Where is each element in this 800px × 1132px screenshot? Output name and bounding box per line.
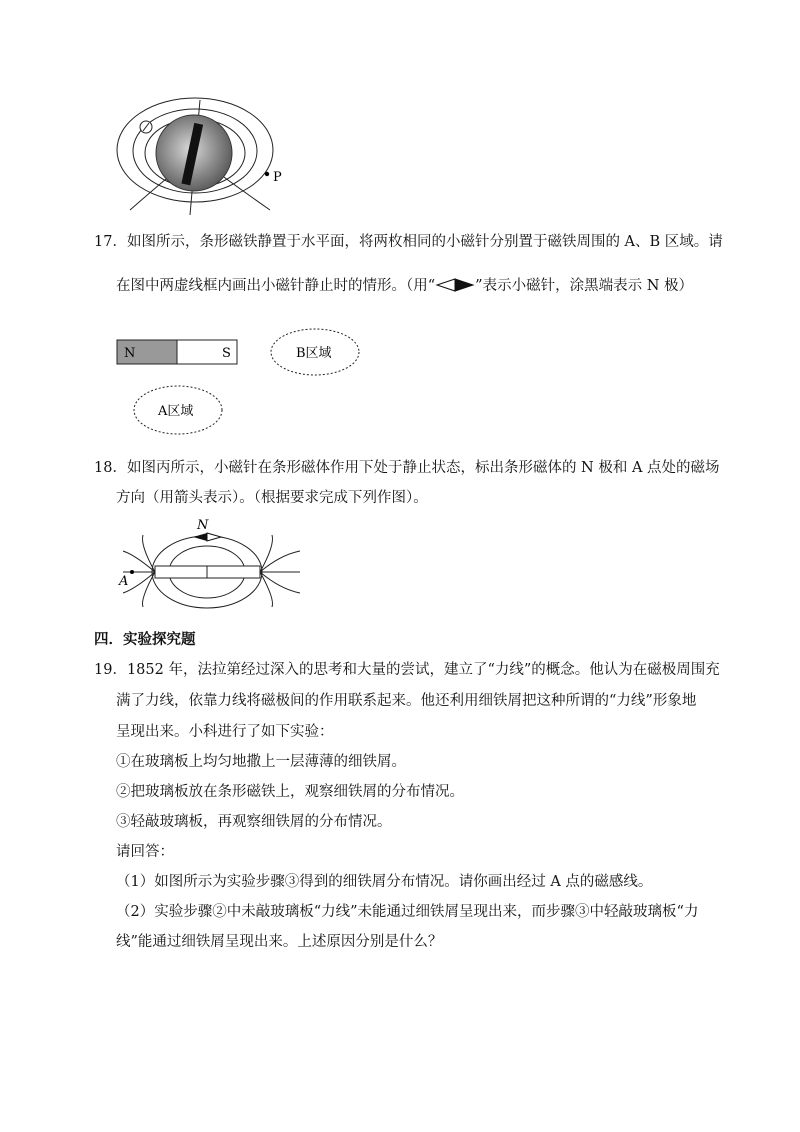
q17-text-line2b: ”表示小磁针，涂黑端表示 N 极） (475, 278, 693, 294)
q17-text-line2 (116, 276, 693, 296)
section-title: 四．实验探究题 (94, 631, 196, 648)
magnet-n-label: N (124, 346, 136, 361)
region-a-label: A区域 (158, 404, 194, 419)
q19-step1: ①在玻璃板上均匀地撒上一层薄薄的细铁屑。 (116, 754, 406, 770)
point-p-label: P (273, 170, 282, 185)
q18-text-line2: 方向（用箭头表示）。（根据要求完成下列作图）。 (116, 490, 428, 506)
q19-step3: ③轻敲玻璃板，再观察细铁屑的分布情况。 (116, 814, 392, 830)
q19-step2: ②把玻璃板放在条形磁铁上，观察细铁屑的分布情况。 (116, 784, 464, 800)
needle-n-label: N (197, 518, 209, 533)
q18-text-line1: 18．如图丙所示，小磁针在条形磁体作用下处于静止状态，标出条形磁体的 N 极和 A 点处的磁场 (94, 460, 720, 476)
compass-needle-icon (435, 278, 475, 292)
q19-sub1: （1）如图所示为实验步骤③得到的细铁屑分布情况。请你画出经过 A 点的磁感线。 (116, 874, 653, 890)
q19-sub2-line1: （2）实验步骤②中未敲玻璃板“力线”未能通过细铁屑呈现出来，而步骤③中轻敲玻璃板“力 (116, 904, 699, 920)
q19-text-line1: 19．1852 年，法拉第经过深入的思考和大量的尝试，建立了“力线”的概念。他认为在磁极周围充 (94, 662, 720, 678)
bar-magnet-right (207, 566, 260, 578)
bar-magnet-left (155, 566, 207, 578)
q17-text-line2a: 在图中两虚线框内画出小磁针静止时的情形。（用“ (116, 278, 436, 294)
q19-prompt: 请回答： (116, 844, 174, 860)
q19-text-line3: 呈现出来。小科进行了如下实验： (116, 724, 334, 740)
q18-figure (115, 515, 310, 610)
q19-sub2-line2: 线”能通过细铁屑呈现出来。上述原因分别是什么？ (116, 934, 443, 950)
earth-magnet-figure (110, 95, 300, 220)
point-a-label: A (119, 574, 129, 589)
region-b-label: B区域 (296, 346, 332, 361)
q17-text-line1: 17．如图所示，条形磁铁静置于水平面，将两枚相同的小磁针分别置于磁铁周围的 A、B 区域。请 (94, 234, 723, 250)
compass-needle (193, 533, 207, 541)
q17-figure (110, 325, 370, 440)
q19-text-line2: 满了力线，依靠力线将磁极间的作用联系起来。他还利用细铁屑把这种所谓的“力线”形象地 (116, 693, 697, 709)
magnet-s-label: S (222, 346, 231, 361)
